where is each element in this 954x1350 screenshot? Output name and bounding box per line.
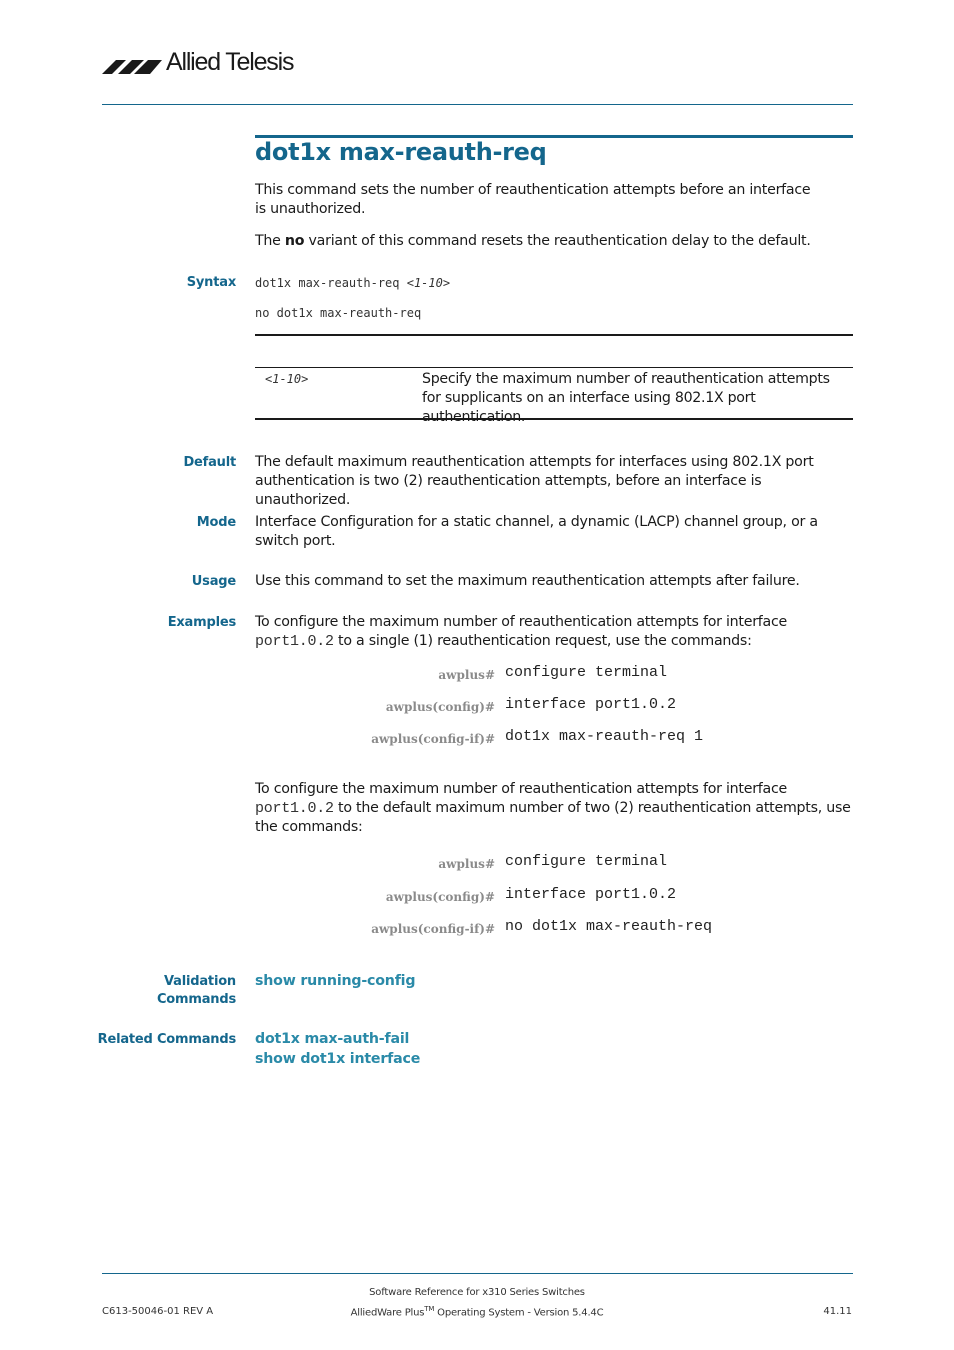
- usage-text: Use this command to set the maximum reauthentication attempts after failure.: [255, 573, 800, 589]
- example-1-command-1: [255, 664, 855, 684]
- mode-text: Interface Configuration for a static channel, a dynamic (LACP) channel group, or a switch port.: [255, 514, 818, 549]
- cli-prompt: awplus(config)#: [385, 890, 495, 904]
- text-fragment: AlliedWare Plus: [350, 1307, 425, 1319]
- example-2-command-2: [255, 886, 855, 906]
- footer-page-number: 41.11: [823, 1306, 852, 1317]
- cli-command: interface port1.0.2: [505, 886, 677, 903]
- text-fragment: variant of this command resets the reauthentication delay to the default.: [304, 233, 811, 249]
- cli-prompt: awplus(config-if)#: [371, 732, 495, 746]
- syntax-line-2: no dot1x max-reauth-req: [255, 306, 422, 320]
- footer-divider: [102, 1273, 853, 1274]
- text-fragment: To configure the maximum number of reauthentication attempts for interface: [255, 781, 787, 797]
- validation-label: [157, 973, 236, 1009]
- interface-code: port1.0.2: [255, 800, 334, 817]
- code-fragment: dot1x max-reauth-req <: [255, 276, 414, 290]
- param-description: Specify the maximum number of reauthentication attempts for supplicants on an interface using 802.1X port authentication.: [422, 371, 830, 425]
- examples-label: Examples: [167, 615, 236, 630]
- example-1-command-2: [255, 696, 855, 716]
- logo-text: Allied Telesis: [166, 48, 294, 76]
- example-2-command-1: [255, 853, 855, 873]
- validation-link-show-running-config[interactable]: show running-config: [255, 973, 416, 989]
- cli-command: configure terminal: [505, 853, 668, 870]
- footer-doc-id: C613-50046-01 REV A: [102, 1306, 214, 1317]
- code-fragment: >: [442, 276, 451, 290]
- text-fragment: to the default maximum number of two (2) reauthentication attempts, use the commands:: [255, 800, 851, 835]
- text-fragment: to a single (1) reauthentication request, use the commands:: [333, 633, 752, 649]
- footer-doc-title: Software Reference for x310 Series Switches: [369, 1287, 585, 1298]
- cli-command: dot1x max-reauth-req 1: [505, 728, 704, 745]
- cli-prompt: awplus#: [438, 668, 495, 682]
- example-2-command-3: [255, 918, 855, 938]
- cli-command: no dot1x max-reauth-req: [505, 918, 713, 935]
- related-label: Related Commands: [97, 1032, 236, 1047]
- default-label: Default: [183, 455, 236, 470]
- table-bottom-rule: [255, 418, 853, 420]
- cli-command: configure terminal: [505, 664, 668, 681]
- example-1-command-3: [255, 728, 855, 748]
- syntax-line-1: [255, 276, 450, 290]
- intro-paragraph: This command sets the number of reauthentication attempts before an interface is unauthorized.: [255, 182, 811, 217]
- syntax-label: Syntax: [186, 275, 236, 290]
- param-placeholder: 1-10: [413, 276, 443, 290]
- example-2-intro: [255, 780, 855, 837]
- cli-command: interface port1.0.2: [505, 696, 677, 713]
- mode-label: Mode: [196, 515, 236, 530]
- header-divider: [102, 104, 853, 105]
- cli-prompt: awplus(config)#: [385, 700, 495, 714]
- label-line: Commands: [156, 992, 236, 1007]
- text-fragment: Operating System - Version 5.4.4C: [434, 1307, 604, 1319]
- table-top-rule: [255, 367, 853, 368]
- param-name: <1-10>: [265, 372, 309, 386]
- trademark: TM: [424, 1305, 435, 1313]
- default-text: The default maximum reauthentication attempts for interfaces using 802.1X port authentication is two (2) reauthentication attempts, before an interface is unauthorized.: [255, 454, 814, 508]
- usage-label: Usage: [191, 574, 236, 589]
- text-fragment: The: [255, 233, 285, 249]
- cli-prompt: awplus(config-if)#: [371, 922, 495, 936]
- interface-code: port1.0.2: [255, 633, 334, 650]
- related-link-dot1x-max-auth-fail[interactable]: dot1x max-auth-fail: [255, 1031, 410, 1047]
- intro-no-variant: [255, 232, 855, 251]
- page-title: dot1x max-reauth-req: [255, 138, 547, 166]
- cli-prompt: awplus#: [438, 857, 495, 871]
- text-fragment: To configure the maximum number of reauthentication attempts for interface: [255, 614, 787, 630]
- syntax-rule: [255, 334, 853, 336]
- related-link-show-dot1x-interface[interactable]: show dot1x interface: [255, 1051, 421, 1067]
- example-1-intro: [255, 613, 855, 651]
- label-line: Validation: [164, 974, 236, 989]
- no-keyword: no: [284, 233, 305, 249]
